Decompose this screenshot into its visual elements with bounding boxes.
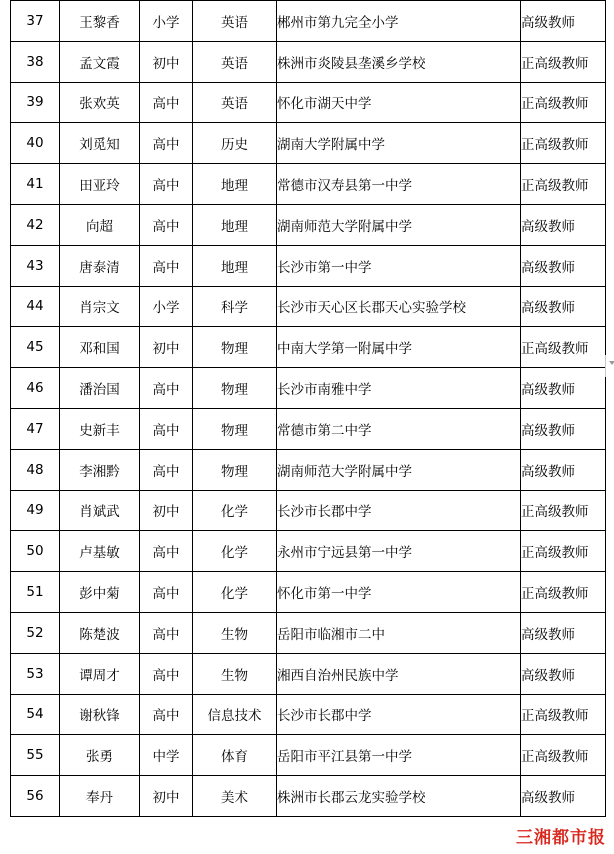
- cell-name: 邓和国: [60, 327, 140, 368]
- table-body: [11, 1, 606, 817]
- cell-name: 史新丰: [60, 408, 140, 449]
- cell-name: 张勇: [60, 735, 140, 776]
- cell-number: 54: [11, 694, 60, 735]
- cell-subject: 体育: [193, 735, 277, 776]
- table-row: [11, 41, 606, 82]
- cell-school: 长沙市长郡中学: [277, 490, 521, 531]
- cell-school-level: 高中: [140, 572, 193, 613]
- scroll-indicator[interactable]: [605, 355, 614, 377]
- cell-number: 43: [11, 245, 60, 286]
- cell-title: 正高级教师: [521, 41, 606, 82]
- cell-school-level: 高中: [140, 531, 193, 572]
- cell-number: 44: [11, 286, 60, 327]
- cell-title: 正高级教师: [521, 735, 606, 776]
- cell-name: 田亚玲: [60, 164, 140, 205]
- cell-subject: 历史: [193, 123, 277, 164]
- table-row: [11, 776, 606, 817]
- cell-name: 潘治国: [60, 368, 140, 409]
- cell-school: 株洲市长郡云龙实验学校: [277, 776, 521, 817]
- cell-title: 高级教师: [521, 408, 606, 449]
- cell-subject: 化学: [193, 531, 277, 572]
- cell-title: 正高级教师: [521, 82, 606, 123]
- cell-title: 正高级教师: [521, 572, 606, 613]
- cell-school-level: 高中: [140, 245, 193, 286]
- cell-subject: 地理: [193, 204, 277, 245]
- cell-title: 正高级教师: [521, 490, 606, 531]
- cell-number: 53: [11, 653, 60, 694]
- table-row: [11, 572, 606, 613]
- cell-number: 42: [11, 204, 60, 245]
- cell-title: 正高级教师: [521, 327, 606, 368]
- table-row: [11, 531, 606, 572]
- cell-title: 高级教师: [521, 449, 606, 490]
- cell-number: 46: [11, 368, 60, 409]
- cell-subject: 物理: [193, 408, 277, 449]
- cell-number: 39: [11, 82, 60, 123]
- cell-title: 正高级教师: [521, 164, 606, 205]
- cell-title: 高级教师: [521, 1, 606, 42]
- cell-subject: 英语: [193, 1, 277, 42]
- cell-name: 陈楚波: [60, 612, 140, 653]
- cell-school-level: 初中: [140, 327, 193, 368]
- cell-school-level: 小学: [140, 1, 193, 42]
- cell-name: 唐泰清: [60, 245, 140, 286]
- cell-number: 52: [11, 612, 60, 653]
- cell-number: 40: [11, 123, 60, 164]
- cell-school-level: 高中: [140, 612, 193, 653]
- table-row: [11, 327, 606, 368]
- table-row: [11, 286, 606, 327]
- cell-name: 张欢英: [60, 82, 140, 123]
- teacher-table: [10, 0, 606, 817]
- cell-school-level: 中学: [140, 735, 193, 776]
- cell-school-level: 高中: [140, 368, 193, 409]
- cell-name: 肖斌武: [60, 490, 140, 531]
- cell-title: 正高级教师: [521, 694, 606, 735]
- cell-title: 正高级教师: [521, 531, 606, 572]
- cell-school-level: 高中: [140, 449, 193, 490]
- cell-school: 湖南大学附属中学: [277, 123, 521, 164]
- cell-title: 高级教师: [521, 245, 606, 286]
- table-row: [11, 82, 606, 123]
- cell-school-level: 高中: [140, 204, 193, 245]
- cell-name: 彭中菊: [60, 572, 140, 613]
- cell-name: 向超: [60, 204, 140, 245]
- cell-subject: 化学: [193, 490, 277, 531]
- cell-title: 高级教师: [521, 286, 606, 327]
- cell-school: 常德市第二中学: [277, 408, 521, 449]
- cell-subject: 英语: [193, 41, 277, 82]
- cell-school: 湖南师范大学附属中学: [277, 449, 521, 490]
- cell-subject: 生物: [193, 612, 277, 653]
- table-row: [11, 408, 606, 449]
- cell-school: 中南大学第一附属中学: [277, 327, 521, 368]
- cell-number: 56: [11, 776, 60, 817]
- cell-school: 怀化市第一中学: [277, 572, 521, 613]
- cell-subject: 物理: [193, 368, 277, 409]
- cell-subject: 化学: [193, 572, 277, 613]
- cell-title: 高级教师: [521, 368, 606, 409]
- cell-school: 长沙市天心区长郡天心实验学校: [277, 286, 521, 327]
- cell-title: 高级教师: [521, 612, 606, 653]
- cell-subject: 信息技术: [193, 694, 277, 735]
- table-row: [11, 694, 606, 735]
- cell-school: 岳阳市平江县第一中学: [277, 735, 521, 776]
- cell-subject: 科学: [193, 286, 277, 327]
- cell-school: 株洲市炎陵县垄溪乡学校: [277, 41, 521, 82]
- cell-name: 奉丹: [60, 776, 140, 817]
- cell-name: 李湘黔: [60, 449, 140, 490]
- cell-number: 41: [11, 164, 60, 205]
- cell-name: 肖宗文: [60, 286, 140, 327]
- cell-school-level: 初中: [140, 41, 193, 82]
- table-row: [11, 368, 606, 409]
- cell-number: 45: [11, 327, 60, 368]
- cell-school-level: 初中: [140, 490, 193, 531]
- cell-school-level: 高中: [140, 164, 193, 205]
- cell-subject: 英语: [193, 82, 277, 123]
- cell-subject: 地理: [193, 245, 277, 286]
- cell-school-level: 小学: [140, 286, 193, 327]
- cell-subject: 美术: [193, 776, 277, 817]
- cell-subject: 物理: [193, 449, 277, 490]
- cell-subject: 地理: [193, 164, 277, 205]
- cell-name: 孟文霞: [60, 41, 140, 82]
- table-row: [11, 490, 606, 531]
- cell-name: 刘觅知: [60, 123, 140, 164]
- cell-number: 55: [11, 735, 60, 776]
- cell-school-level: 高中: [140, 82, 193, 123]
- table-row: [11, 449, 606, 490]
- table-row: [11, 164, 606, 205]
- cell-number: 37: [11, 1, 60, 42]
- cell-school-level: 高中: [140, 123, 193, 164]
- cell-school-level: 初中: [140, 776, 193, 817]
- cell-school-level: 高中: [140, 408, 193, 449]
- cell-school: 湖南师范大学附属中学: [277, 204, 521, 245]
- table-row: [11, 612, 606, 653]
- cell-school: 湘西自治州民族中学: [277, 653, 521, 694]
- cell-title: 正高级教师: [521, 123, 606, 164]
- cell-number: 49: [11, 490, 60, 531]
- cell-subject: 生物: [193, 653, 277, 694]
- table-row: [11, 204, 606, 245]
- cell-name: 王黎香: [60, 1, 140, 42]
- cell-school: 常德市汉寿县第一中学: [277, 164, 521, 205]
- cell-title: 高级教师: [521, 653, 606, 694]
- cell-school: 长沙市长郡中学: [277, 694, 521, 735]
- cell-school: 永州市宁远县第一中学: [277, 531, 521, 572]
- table-row: [11, 123, 606, 164]
- cell-subject: 物理: [193, 327, 277, 368]
- cell-name: 谭周才: [60, 653, 140, 694]
- table-row: [11, 245, 606, 286]
- table-row: [11, 1, 606, 42]
- cell-school: 长沙市南雅中学: [277, 368, 521, 409]
- cell-number: 51: [11, 572, 60, 613]
- cell-number: 48: [11, 449, 60, 490]
- cell-name: 卢基敏: [60, 531, 140, 572]
- newspaper-logo: 三湘都市报: [516, 828, 606, 848]
- cell-school: 岳阳市临湘市二中: [277, 612, 521, 653]
- cell-school-level: 高中: [140, 694, 193, 735]
- cell-title: 高级教师: [521, 776, 606, 817]
- cell-school: 怀化市湖天中学: [277, 82, 521, 123]
- cell-name: 谢秋锋: [60, 694, 140, 735]
- cell-school: 长沙市第一中学: [277, 245, 521, 286]
- table-row: [11, 735, 606, 776]
- cell-school: 郴州市第九完全小学: [277, 1, 521, 42]
- cell-number: 38: [11, 41, 60, 82]
- cell-title: 高级教师: [521, 204, 606, 245]
- cell-school-level: 高中: [140, 653, 193, 694]
- table-row: [11, 653, 606, 694]
- cell-number: 47: [11, 408, 60, 449]
- cell-number: 50: [11, 531, 60, 572]
